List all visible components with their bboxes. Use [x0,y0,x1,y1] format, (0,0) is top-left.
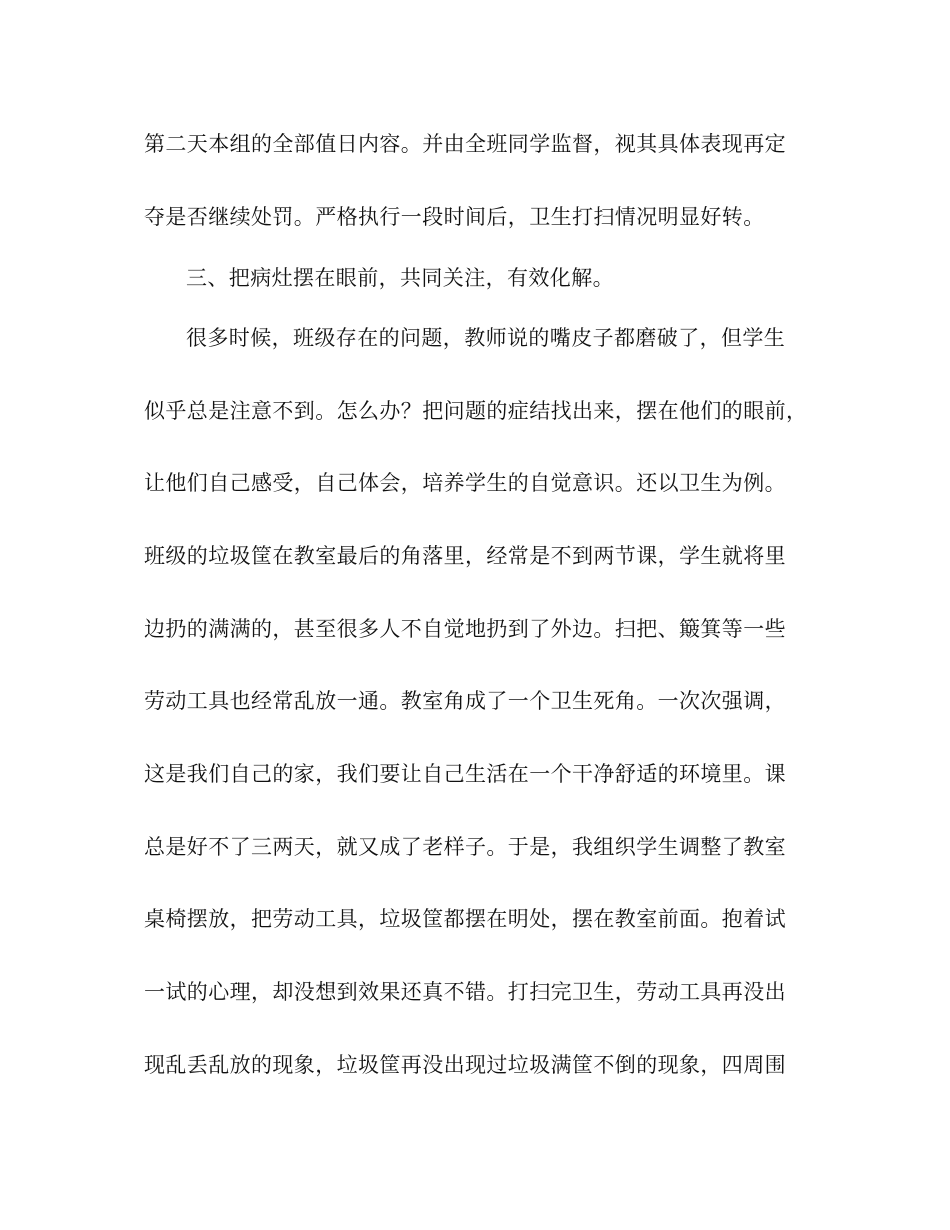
text-line: 劳动工具也经常乱放一通。教室角成了一个卫生死角。一次次强调， [144,689,786,713]
text-line: 一试的心理，却没想到效果还真不错。打扫完卫生，劳动工具再没出 [144,980,786,1004]
text-line: 第二天本组的全部值日内容。并由全班同学监督，视其具体表现再定 [144,132,786,156]
text-line: 让他们自己感受，自己体会，培养学生的自觉意识。还以卫生为例。 [144,471,786,495]
text-line: 现乱丢乱放的现象，垃圾筐再没出现过垃圾满筐不倒的现象，四周围 [144,1053,786,1077]
text-line: 桌椅摆放，把劳动工具，垃圾筐都摆在明处，摆在教室前面。抱着试 [144,907,786,931]
text-line: 班级的垃圾筐在教室最后的角落里，经常是不到两节课，学生就将里 [144,544,786,568]
text-line: 似乎总是注意不到。怎么办？把问题的症结找出来，摆在他们的眼前， [144,399,808,423]
section-heading: 三、把病灶摆在眼前，共同关注，有效化解。 [186,266,614,290]
text-line: 总是好不了三两天，就又成了老样子。于是，我组织学生调整了教室 [144,835,786,859]
text-line: 夺是否继续处罚。严格执行一段时间后，卫生打扫情况明显好转。 [144,205,765,229]
text-line: 这是我们自己的家，我们要让自己生活在一个干净舒适的环境里。课 [144,762,786,786]
paragraph-first-line: 很多时候，班级存在的问题，教师说的嘴皮子都磨破了，但学生 [186,326,786,350]
text-line: 边扔的满满的，甚至很多人不自觉地扔到了外边。扫把、簸箕等一些 [144,617,786,641]
